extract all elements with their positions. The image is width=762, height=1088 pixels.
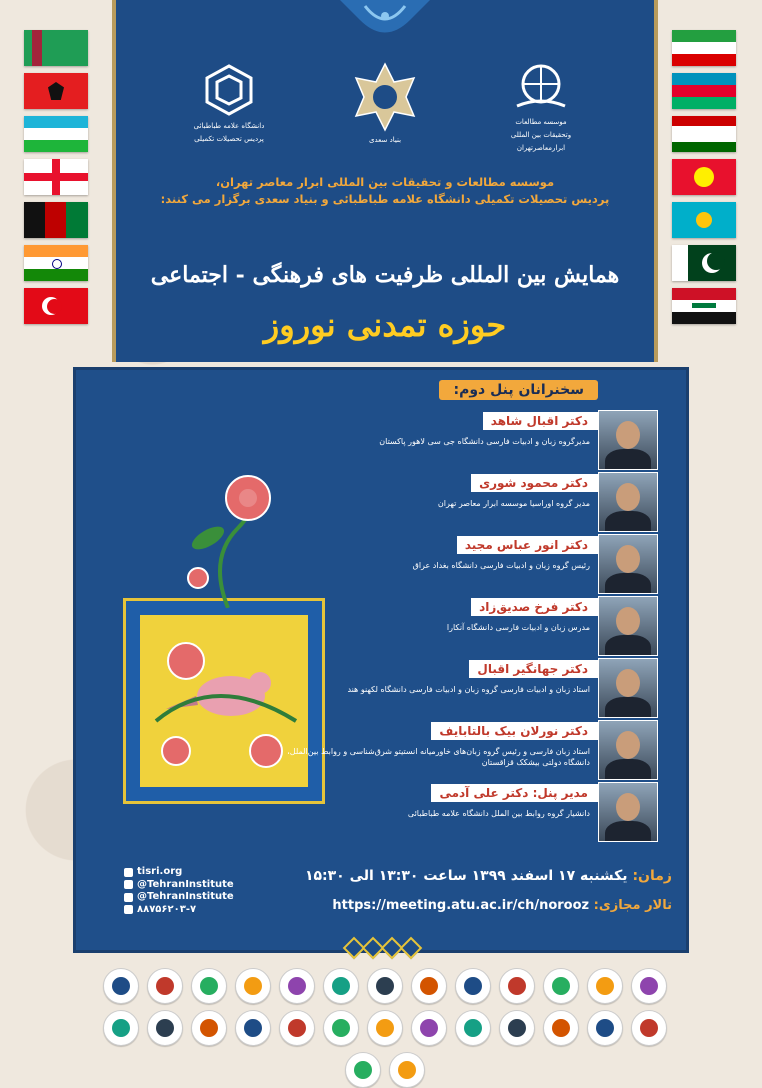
sponsor-logo-icon <box>156 977 174 995</box>
flag-georgia <box>24 159 88 195</box>
hall-label: تالار مجازی: <box>593 898 672 913</box>
speaker-role: رئیس گروه زبان و ادبیات فارسی دانشگاه بغداد عراق <box>412 561 590 570</box>
sponsor-logo <box>235 1010 271 1046</box>
sponsor-logo-icon <box>508 977 526 995</box>
sponsor-logo <box>587 1010 623 1046</box>
sponsor-logo-icon <box>288 1019 306 1037</box>
sponsor-logo-icon <box>640 977 658 995</box>
saadi-logo <box>336 62 434 162</box>
organizer-line-1: موسسه مطالعات و تحقیقات بین المللی ابرار معاصر تهران، <box>215 175 555 189</box>
moderator-role: دانشیار گروه روابط بین الملل دانشگاه علامه طباطبائی <box>407 809 590 818</box>
sponsor-logo <box>191 1010 227 1046</box>
moderator-name: مدیر پنل: دکتر علی آدمی <box>431 784 598 802</box>
speaker-role: مدیرگروه زبان و ادبیات فارسی دانشگاه جی سی لاهور پاکستان <box>379 437 590 446</box>
sponsor-logo <box>499 1010 535 1046</box>
sponsor-logo <box>279 1010 315 1046</box>
conference-title: همایش بین المللی ظرفیت های فرهنگی - اجتماعی <box>150 262 620 288</box>
speaker-name: دکتر جهانگیر اقبال <box>469 660 598 678</box>
speaker-name: دکتر نورلان بیک بالتابایف <box>431 722 598 740</box>
flag-turkmenistan <box>24 30 88 66</box>
sponsor-logo <box>323 968 359 1004</box>
institute-caption-1: موسسه مطالعات <box>515 118 567 126</box>
sponsor-logo-icon <box>354 1061 372 1079</box>
sponsor-logo-icon <box>640 1019 658 1037</box>
time-label: زمان: <box>632 868 672 884</box>
sponsor-logo-icon <box>420 1019 438 1037</box>
speaker-role: مدرس زبان و ادبیات فارسی دانشگاه آنکارا <box>446 623 590 632</box>
sponsor-logo-icon <box>244 1019 262 1037</box>
sponsor-logo-icon <box>464 1019 482 1037</box>
speaker-item <box>278 658 658 720</box>
sponsor-logo <box>103 1010 139 1046</box>
speaker-photo <box>598 410 658 470</box>
flag-india <box>24 245 88 281</box>
flag-kyrgyzstan <box>672 159 736 195</box>
flags-right <box>672 30 736 324</box>
institute-caption-3: ابرارمعاصرتهران <box>516 144 566 152</box>
speaker-role: استاد زبان فارسی و رئیس گروه زبان‌های خاورمیانه انستیتو شرق‌شناسی و روابط بین‌الملل، دانشگاه دولتی بیشکک قزاقستان <box>287 747 590 767</box>
sponsor-logo <box>345 1052 381 1088</box>
speaker-item <box>278 782 658 844</box>
organizer-text <box>116 174 654 208</box>
flag-kazakhstan <box>672 202 736 238</box>
flags-left <box>24 30 88 324</box>
speaker-role: استاد زبان و ادبیات فارسی گروه زبان و ادبیات فارسی دانشگاه لکهنو هند <box>347 685 590 694</box>
saadi-star-icon <box>350 62 420 132</box>
speakers-list <box>278 410 658 844</box>
phone-number: ۸۸۷۵۶۲۰۳-۷ <box>137 903 197 915</box>
globe-book-icon <box>513 62 569 114</box>
flag-azerbaijan <box>672 73 736 109</box>
flower-stem-icon <box>168 468 278 608</box>
flag-turkey <box>24 288 88 324</box>
speaker-name: دکتر انور عباس مجید <box>457 536 598 554</box>
flag-albania <box>24 73 88 109</box>
flag-tajikistan <box>672 116 736 152</box>
speaker-item <box>278 596 658 658</box>
sponsor-logo <box>235 968 271 1004</box>
sponsor-logo <box>367 968 403 1004</box>
speaker-photo <box>598 534 658 594</box>
sponsor-logo-icon <box>288 977 306 995</box>
sponsor-logo-icon <box>200 977 218 995</box>
speaker-name: دکتر فرخ صدیق‌زاد <box>471 598 598 616</box>
speaker-item <box>278 534 658 596</box>
flag-uzbekistan <box>24 116 88 152</box>
sponsor-logo-icon <box>552 977 570 995</box>
instagram-handle[interactable]: @TehranInstitute <box>137 878 234 890</box>
telegram-handle[interactable]: @TehranInstitute <box>137 891 234 902</box>
logos-row <box>116 62 654 167</box>
sponsor-logo <box>631 1010 667 1046</box>
speaker-name: دکتر اقبال شاهد <box>483 412 598 430</box>
decorative-diamonds <box>346 940 419 956</box>
sponsor-logo-icon <box>420 977 438 995</box>
speaker-photo <box>598 658 658 718</box>
speaker-role: مدیر گروه اوراسیا موسسه ابرار معاصر تهران <box>437 499 590 508</box>
speaker-photo <box>598 782 658 842</box>
sponsor-logo-icon <box>464 977 482 995</box>
sponsor-logo-icon <box>398 1061 416 1079</box>
sponsor-logo-icon <box>200 1019 218 1037</box>
atu-caption-1: دانشگاه علامه طباطبائی <box>193 122 265 130</box>
speaker-name: دکتر محمود شوری <box>471 474 598 492</box>
instagram-icon <box>124 880 133 889</box>
sponsor-logo <box>631 968 667 1004</box>
speaker-photo <box>598 472 658 532</box>
sponsor-logo-icon <box>376 1019 394 1037</box>
sponsor-logo <box>455 1010 491 1046</box>
speaker-photo <box>598 720 658 780</box>
sponsor-logo-icon <box>596 977 614 995</box>
saadi-caption: بنیاد سعدی <box>368 136 402 144</box>
sponsor-logo <box>411 1010 447 1046</box>
flag-iraq <box>672 288 736 324</box>
sponsor-logo <box>103 968 139 1004</box>
sponsor-logo-icon <box>332 1019 350 1037</box>
sponsor-logo-icon <box>112 1019 130 1037</box>
sponsor-logo-icon <box>552 1019 570 1037</box>
sponsor-logo <box>411 968 447 1004</box>
sponsor-logo <box>147 968 183 1004</box>
sponsor-logo <box>543 968 579 1004</box>
atu-logo-icon <box>201 62 257 118</box>
sponsor-logo <box>499 968 535 1004</box>
atu-logo <box>180 62 278 162</box>
event-info <box>76 862 686 932</box>
contacts <box>124 866 234 916</box>
speaker-item <box>278 472 658 534</box>
flag-iran <box>672 30 736 66</box>
hall-line <box>332 898 672 913</box>
telegram-icon <box>124 893 133 902</box>
sponsor-logo-icon <box>376 977 394 995</box>
sponsor-logo <box>147 1010 183 1046</box>
speaker-item <box>278 410 658 472</box>
main-banner <box>112 0 658 362</box>
ornament-icon <box>340 0 430 42</box>
institute-logo <box>492 62 590 162</box>
flag-pakistan <box>672 245 736 281</box>
sponsor-logo <box>543 1010 579 1046</box>
conference-subtitle: حوزه تمدنی نوروز <box>263 306 507 344</box>
time-value: یکشنبه ۱۷ اسفند ۱۳۹۹ ساعت ۱۳:۳۰ الی ۱۵:۳۰ <box>304 868 628 884</box>
atu-caption-2: پردیس تحصیلات تکمیلی <box>194 135 264 143</box>
sponsor-logo <box>191 968 227 1004</box>
time-line <box>305 868 672 884</box>
sponsor-logo-icon <box>332 977 350 995</box>
flag-afghanistan <box>24 202 88 238</box>
speaker-photo <box>598 596 658 656</box>
speakers-panel <box>76 370 686 950</box>
hall-url[interactable]: https://meeting.atu.ac.ir/ch/norooz <box>332 898 590 913</box>
sponsor-logo-icon <box>156 1019 174 1037</box>
sponsor-logo <box>455 968 491 1004</box>
sponsor-logo <box>389 1052 425 1088</box>
organizer-line-2: پردیس تحصیلات تکمیلی دانشگاه علامه طباطبائی و بنیاد سعدی برگزار می کنند: <box>160 192 610 206</box>
website-link[interactable]: tisri.org <box>137 866 183 877</box>
sponsor-logo-icon <box>112 977 130 995</box>
sponsor-logo <box>323 1010 359 1046</box>
sponsor-logo-icon <box>508 1019 526 1037</box>
institute-caption-2: وتحقیقات بین المللی <box>510 131 572 139</box>
sponsor-logo-icon <box>596 1019 614 1037</box>
sponsor-logo-icon <box>244 977 262 995</box>
sponsor-logos <box>100 968 670 1088</box>
speaker-item <box>278 720 658 782</box>
globe-icon <box>124 868 133 877</box>
sponsor-logo <box>279 968 315 1004</box>
panel-heading: سخنرانان پنل دوم: <box>439 380 598 400</box>
phone-icon <box>124 905 133 914</box>
sponsor-logo <box>587 968 623 1004</box>
sponsor-logo <box>367 1010 403 1046</box>
